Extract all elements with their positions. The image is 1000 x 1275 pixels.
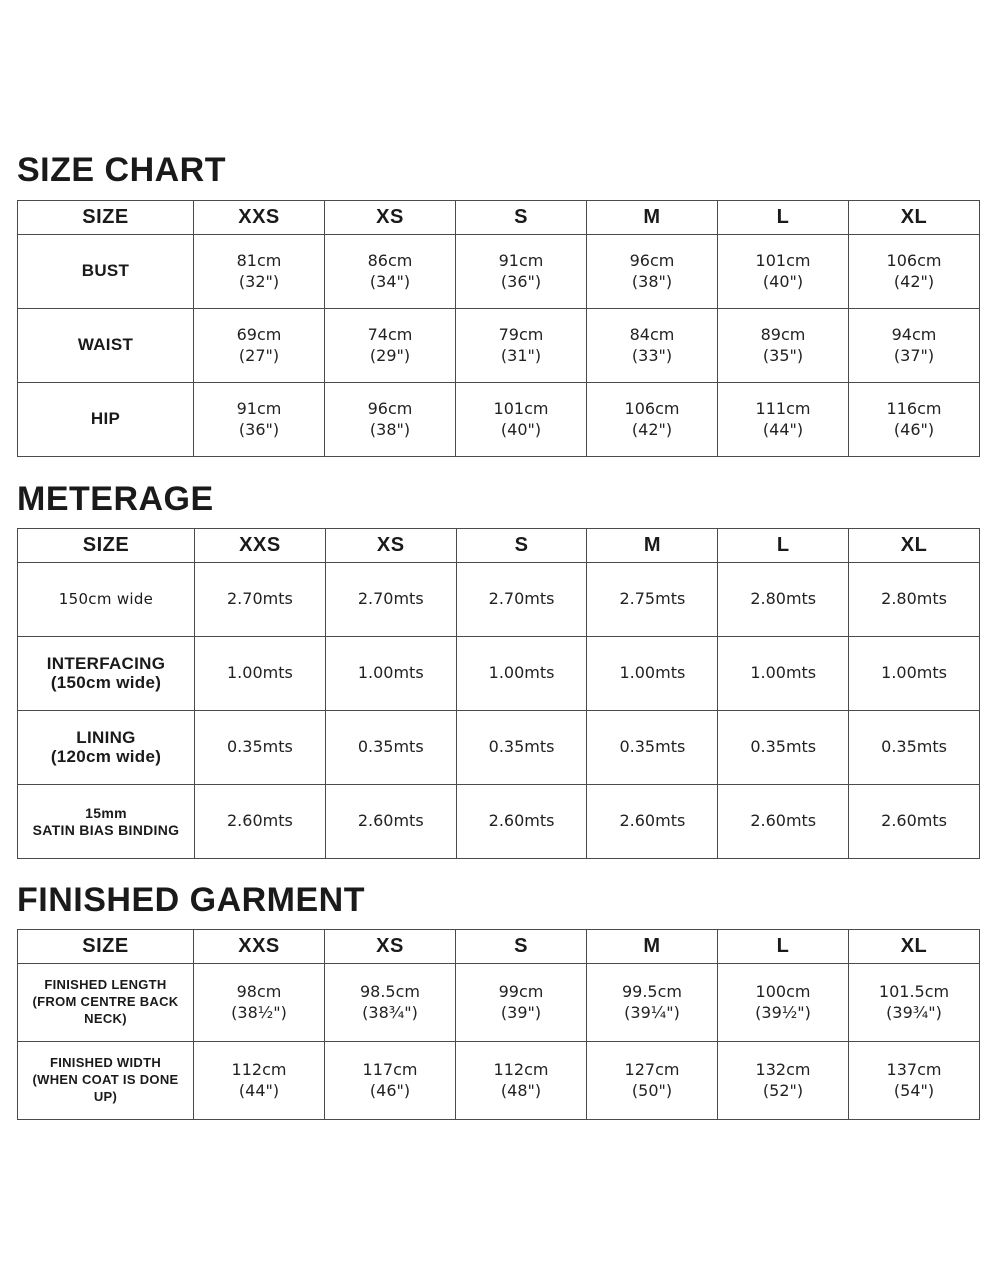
cell-cm: 91cm	[236, 398, 282, 418]
cell-in: (42")	[893, 271, 935, 291]
cell-lining-xs: 0.35mts	[325, 711, 456, 785]
cell-in: (54")	[893, 1080, 935, 1100]
table-row-bust	[18, 235, 980, 309]
cell-waist-xl	[849, 309, 980, 383]
header-xs: XS	[325, 201, 456, 235]
cell-hip-xl	[849, 383, 980, 457]
header-l: L	[718, 930, 849, 964]
label-line: SATIN BIAS BINDING	[32, 821, 180, 838]
cell-interfacing-s: 1.00mts	[456, 637, 587, 711]
cell-cm: 101.5cm	[878, 981, 950, 1001]
cell-in: (44")	[238, 1080, 280, 1100]
cell-in: (52")	[762, 1080, 804, 1100]
cell-width-xxs	[194, 1042, 325, 1120]
cell-fabric-l: 2.80mts	[718, 563, 849, 637]
cell-lining-xxs: 0.35mts	[195, 711, 326, 785]
header-s: S	[456, 201, 587, 235]
cell-cm: 101cm	[493, 398, 549, 418]
label-line: INTERFACING	[46, 654, 166, 674]
label-line: NECK)	[84, 1010, 127, 1026]
cell-binding-xl: 2.60mts	[849, 785, 980, 859]
cell-fabric-xl: 2.80mts	[849, 563, 980, 637]
label-line: FINISHED WIDTH	[49, 1055, 162, 1071]
header-xxs: XXS	[194, 930, 325, 964]
row-label-lining	[18, 711, 195, 785]
cell-waist-l	[718, 309, 849, 383]
cell-hip-xs	[325, 383, 456, 457]
table-row-waist	[18, 309, 980, 383]
row-label-bust: BUST	[18, 235, 194, 309]
cell-in: (38")	[369, 419, 411, 439]
cell-in: (38½")	[231, 1002, 287, 1022]
row-label-binding	[18, 785, 195, 859]
header-m: M	[587, 930, 718, 964]
header-xl: XL	[849, 529, 980, 563]
cell-in: (38")	[631, 271, 673, 291]
cell-interfacing-l: 1.00mts	[718, 637, 849, 711]
cell-cm: 117cm	[362, 1059, 418, 1079]
cell-cm: 74cm	[367, 324, 413, 344]
meterage-title: METERAGE	[17, 480, 214, 518]
row-label-waist: WAIST	[18, 309, 194, 383]
cell-length-s	[456, 964, 587, 1042]
cell-binding-l: 2.60mts	[718, 785, 849, 859]
cell-in: (46")	[369, 1080, 411, 1100]
cell-bust-s	[456, 235, 587, 309]
cell-hip-xxs	[194, 383, 325, 457]
cell-cm: 112cm	[493, 1059, 549, 1079]
cell-bust-m	[587, 235, 718, 309]
cell-in: (29")	[369, 345, 411, 365]
cell-in: (50")	[631, 1080, 673, 1100]
cell-length-l	[718, 964, 849, 1042]
cell-bust-xl	[849, 235, 980, 309]
cell-bust-xxs	[194, 235, 325, 309]
cell-in: (39½")	[755, 1002, 811, 1022]
table-row-binding	[18, 785, 980, 859]
cell-in: (34")	[369, 271, 411, 291]
cell-in: (33")	[631, 345, 673, 365]
header-s: S	[456, 529, 587, 563]
header-l: L	[718, 529, 849, 563]
header-xl: XL	[849, 201, 980, 235]
meterage-header-row	[18, 529, 980, 563]
cell-bust-l	[718, 235, 849, 309]
label-line: UP)	[93, 1088, 118, 1104]
cell-length-m	[587, 964, 718, 1042]
cell-binding-m: 2.60mts	[587, 785, 718, 859]
header-m: M	[587, 529, 718, 563]
cell-waist-xxs	[194, 309, 325, 383]
cell-in: (36")	[238, 419, 280, 439]
cell-interfacing-xxs: 1.00mts	[195, 637, 326, 711]
label-line: (150cm wide)	[50, 672, 162, 692]
cell-cm: 91cm	[498, 250, 544, 270]
table-row-finished-length	[18, 964, 980, 1042]
cell-binding-xxs: 2.60mts	[195, 785, 326, 859]
cell-cm: 137cm	[886, 1059, 942, 1079]
cell-fabric-s: 2.70mts	[456, 563, 587, 637]
cell-hip-s	[456, 383, 587, 457]
cell-cm: 99.5cm	[621, 981, 682, 1001]
cell-cm: 96cm	[629, 250, 675, 270]
cell-width-m	[587, 1042, 718, 1120]
table-row-interfacing	[18, 637, 980, 711]
cell-cm: 84cm	[629, 324, 675, 344]
table-row-lining	[18, 711, 980, 785]
row-label-fabric: 150cm wide	[18, 563, 195, 637]
cell-cm: 79cm	[498, 324, 544, 344]
finished-garment-title: FINISHED GARMENT	[17, 881, 365, 919]
header-xxs: XXS	[194, 201, 325, 235]
header-xl: XL	[849, 930, 980, 964]
cell-length-xxs	[194, 964, 325, 1042]
size-chart-header-row	[18, 201, 980, 235]
cell-cm: 89cm	[760, 324, 806, 344]
size-chart-table	[17, 200, 980, 457]
header-s: S	[456, 930, 587, 964]
cell-binding-s: 2.60mts	[456, 785, 587, 859]
cell-cm: 106cm	[886, 250, 942, 270]
cell-interfacing-xs: 1.00mts	[325, 637, 456, 711]
label-line: (WHEN COAT IS DONE	[32, 1072, 179, 1088]
cell-lining-m: 0.35mts	[587, 711, 718, 785]
cell-in: (40")	[500, 419, 542, 439]
cell-cm: 106cm	[624, 398, 680, 418]
cell-cm: 127cm	[624, 1059, 680, 1079]
cell-width-s	[456, 1042, 587, 1120]
cell-cm: 98cm	[236, 981, 282, 1001]
row-label-finished-length	[18, 964, 194, 1042]
cell-fabric-xxs: 2.70mts	[195, 563, 326, 637]
finished-header-row	[18, 930, 980, 964]
table-row-finished-width	[18, 1042, 980, 1120]
finished-garment-table	[17, 929, 980, 1120]
header-size: SIZE	[18, 529, 195, 563]
cell-width-l	[718, 1042, 849, 1120]
cell-waist-xs	[325, 309, 456, 383]
cell-interfacing-xl: 1.00mts	[849, 637, 980, 711]
header-xs: XS	[325, 529, 456, 563]
cell-lining-l: 0.35mts	[718, 711, 849, 785]
label-line: FINISHED LENGTH	[44, 977, 167, 993]
cell-cm: 94cm	[891, 324, 937, 344]
cell-waist-s	[456, 309, 587, 383]
cell-fabric-m: 2.75mts	[587, 563, 718, 637]
cell-cm: 96cm	[367, 398, 413, 418]
cell-bust-xs	[325, 235, 456, 309]
row-label-finished-width	[18, 1042, 194, 1120]
cell-cm: 69cm	[236, 324, 282, 344]
label-line: (120cm wide)	[50, 746, 162, 766]
cell-cm: 86cm	[367, 250, 413, 270]
table-row-hip	[18, 383, 980, 457]
meterage-table	[17, 528, 980, 859]
cell-lining-xl: 0.35mts	[849, 711, 980, 785]
cell-cm: 99cm	[498, 981, 544, 1001]
table-row-fabric	[18, 563, 980, 637]
cell-in: (38¾")	[362, 1002, 418, 1022]
cell-in: (36")	[500, 271, 542, 291]
header-xxs: XXS	[195, 529, 326, 563]
cell-waist-m	[587, 309, 718, 383]
cell-in: (42")	[631, 419, 673, 439]
row-label-hip: HIP	[18, 383, 194, 457]
header-size: SIZE	[18, 201, 194, 235]
cell-interfacing-m: 1.00mts	[587, 637, 718, 711]
cell-length-xl	[849, 964, 980, 1042]
cell-in: (44")	[762, 419, 804, 439]
cell-cm: 112cm	[231, 1059, 287, 1079]
header-m: M	[587, 201, 718, 235]
cell-in: (27")	[238, 345, 280, 365]
cell-binding-xs: 2.60mts	[325, 785, 456, 859]
cell-hip-l	[718, 383, 849, 457]
label-line: 15mm	[85, 804, 127, 821]
header-l: L	[718, 201, 849, 235]
cell-cm: 101cm	[755, 250, 811, 270]
cell-in: (35")	[762, 345, 804, 365]
cell-length-xs	[325, 964, 456, 1042]
label-line: (FROM CENTRE BACK	[32, 994, 179, 1010]
cell-cm: 111cm	[755, 398, 811, 418]
cell-cm: 132cm	[755, 1059, 811, 1079]
row-label-interfacing	[18, 637, 195, 711]
cell-width-xl	[849, 1042, 980, 1120]
cell-cm: 98.5cm	[359, 981, 420, 1001]
cell-in: (39")	[500, 1002, 542, 1022]
cell-in: (39¾")	[886, 1002, 942, 1022]
header-xs: XS	[325, 930, 456, 964]
cell-fabric-xs: 2.70mts	[325, 563, 456, 637]
cell-cm: 100cm	[755, 981, 811, 1001]
cell-in: (46")	[893, 419, 935, 439]
cell-in: (32")	[238, 271, 280, 291]
cell-hip-m	[587, 383, 718, 457]
cell-in: (31")	[500, 345, 542, 365]
cell-cm: 81cm	[236, 250, 282, 270]
label-line: LINING	[76, 728, 136, 748]
cell-in: (48")	[500, 1080, 542, 1100]
size-chart-title: SIZE CHART	[17, 151, 226, 189]
header-size: SIZE	[18, 930, 194, 964]
cell-width-xs	[325, 1042, 456, 1120]
cell-cm: 116cm	[886, 398, 942, 418]
cell-lining-s: 0.35mts	[456, 711, 587, 785]
cell-in: (40")	[762, 271, 804, 291]
cell-in: (37")	[893, 345, 935, 365]
cell-in: (39¼")	[624, 1002, 680, 1022]
